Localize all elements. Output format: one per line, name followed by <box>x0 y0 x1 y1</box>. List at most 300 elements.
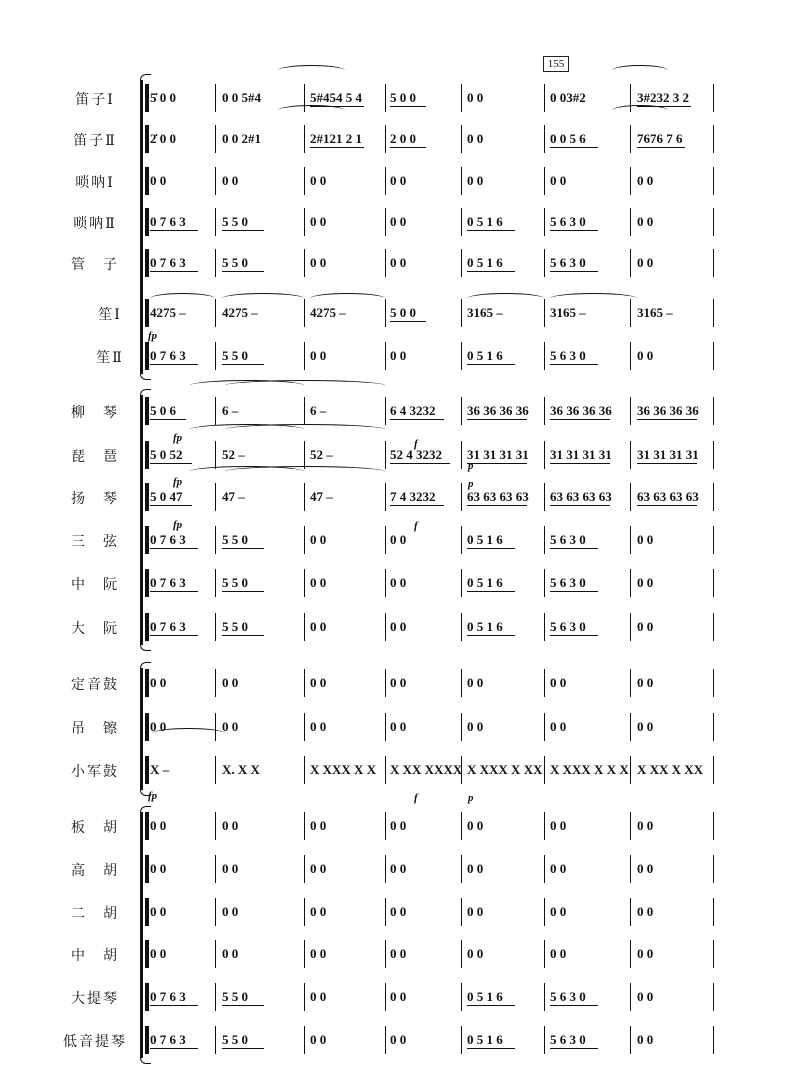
measure: 0 7 6 3 <box>150 255 186 270</box>
measure: 0 0 <box>310 575 327 590</box>
dynamic-mark: fp <box>173 476 183 488</box>
barline <box>630 208 631 236</box>
measure: 52 – <box>310 447 333 462</box>
instrument-label: 笙Ⅱ <box>96 351 124 366</box>
measure: 36 36 36 36 <box>637 403 699 418</box>
beam-underline <box>150 364 198 365</box>
beam-underline <box>222 548 264 549</box>
measure: 0 0 <box>150 904 167 919</box>
barline <box>385 483 386 511</box>
barline <box>630 812 631 840</box>
barline <box>630 526 631 554</box>
barline <box>215 1026 216 1054</box>
measure: 0 0 <box>637 1032 654 1047</box>
measure: 0 0 <box>310 818 327 833</box>
measure: 0 0 <box>310 946 327 961</box>
instrument-label: 笛子Ⅰ <box>75 93 115 108</box>
measure: 5 0 47 <box>150 489 183 504</box>
barline <box>215 855 216 883</box>
measure: 0 7 6 3 <box>150 575 186 590</box>
measure: 5 0 0 <box>390 90 416 105</box>
barline <box>544 812 545 840</box>
measure: 0 0 <box>550 675 567 690</box>
beam-underline <box>550 591 598 592</box>
barline <box>713 84 714 112</box>
slur <box>612 65 668 76</box>
measure: 0 0 <box>637 861 654 876</box>
measure: 4275 – <box>222 305 258 320</box>
barline <box>304 441 305 469</box>
barline <box>304 569 305 597</box>
measure: 0 0 <box>150 173 167 188</box>
barline <box>304 756 305 784</box>
dynamic-mark: p <box>468 460 474 472</box>
measure: 0 7 6 3 <box>150 989 186 1004</box>
beam-underline <box>150 1048 198 1049</box>
measure: 5 5 0 <box>222 1032 248 1047</box>
barline <box>304 125 305 153</box>
barline <box>544 855 545 883</box>
barline <box>215 167 216 195</box>
barline <box>145 1026 149 1054</box>
barline <box>630 756 631 784</box>
barline <box>461 898 462 926</box>
barline <box>304 483 305 511</box>
measure: 0 0 <box>467 904 484 919</box>
barline <box>215 526 216 554</box>
barline <box>145 940 149 968</box>
barline <box>385 812 386 840</box>
barline <box>461 397 462 425</box>
barline <box>145 125 149 153</box>
instrument-label: 扬 琴 <box>71 492 119 507</box>
barline <box>385 249 386 277</box>
measure: 0 0 <box>467 90 484 105</box>
instrument-label: 高 胡 <box>71 864 119 879</box>
measure: 0 0 <box>310 532 327 547</box>
barline <box>461 84 462 112</box>
measure: 0 0 <box>150 818 167 833</box>
barline <box>304 613 305 641</box>
measure: 5 0 52 <box>150 447 183 462</box>
measure: 0 0 <box>222 904 239 919</box>
barline <box>544 898 545 926</box>
barline <box>544 713 545 741</box>
barline <box>461 342 462 370</box>
measure: 0 0 <box>550 173 567 188</box>
measure: 0 0 <box>390 675 407 690</box>
instrument-label: 琵 琶 <box>71 450 119 465</box>
barline <box>461 249 462 277</box>
measure: 0 0 <box>637 173 654 188</box>
measure: 0 5 1 6 <box>467 214 503 229</box>
measure: 0 5 1 6 <box>467 255 503 270</box>
beam-underline <box>467 230 515 231</box>
barline <box>544 526 545 554</box>
measure: 0 0 <box>467 946 484 961</box>
barline <box>461 812 462 840</box>
barline <box>215 397 216 425</box>
beam-underline <box>310 147 364 148</box>
measure: 0 0 <box>390 619 407 634</box>
barline <box>145 526 149 554</box>
beam-underline <box>222 591 264 592</box>
measure: 31 31 31 31 <box>637 447 699 462</box>
group-bracket <box>140 668 143 790</box>
measure: 52 – <box>222 447 245 462</box>
measure: 0 5 1 6 <box>467 619 503 634</box>
measure: 5#454 5 4 <box>310 90 362 105</box>
measure: 5 6 3 0 <box>550 575 586 590</box>
beam-underline <box>467 1048 515 1049</box>
barline <box>385 713 386 741</box>
measure: 0 0 5#4 <box>222 90 261 105</box>
measure: 0 5 1 6 <box>467 575 503 590</box>
measure: 6 – <box>222 403 239 418</box>
barline <box>461 483 462 511</box>
measure: 0 0 <box>550 861 567 876</box>
barline <box>461 713 462 741</box>
barline <box>713 441 714 469</box>
measure: 0 0 <box>390 989 407 1004</box>
barline <box>145 855 149 883</box>
measure: 5 6 3 0 <box>550 348 586 363</box>
measure: 0 0 <box>310 675 327 690</box>
barline <box>304 940 305 968</box>
dynamic-mark: f <box>414 520 418 532</box>
measure: 63 63 63 63 <box>550 489 612 504</box>
barline <box>145 669 149 697</box>
beam-underline <box>150 635 198 636</box>
dynamic-mark: fp <box>173 519 183 531</box>
barline <box>385 940 386 968</box>
barline <box>713 1026 714 1054</box>
beam-underline <box>467 505 527 506</box>
dynamic-mark: fp <box>173 432 183 444</box>
measure: 0 0 <box>467 131 484 146</box>
measure: 3#232 3 2 <box>637 90 689 105</box>
barline <box>544 669 545 697</box>
measure: 5 5 0 <box>222 989 248 1004</box>
barline <box>215 342 216 370</box>
measure: 2̇ 0 0 <box>150 131 176 146</box>
barline <box>544 441 545 469</box>
barline <box>304 669 305 697</box>
barline <box>385 756 386 784</box>
beam-underline <box>467 548 515 549</box>
barline <box>145 898 149 926</box>
slur <box>222 293 304 304</box>
barline <box>630 397 631 425</box>
beam-underline <box>222 230 264 231</box>
barline <box>304 983 305 1011</box>
barline <box>215 940 216 968</box>
barline <box>713 898 714 926</box>
barline <box>145 569 149 597</box>
barline <box>630 669 631 697</box>
measure: 0 0 <box>550 818 567 833</box>
beam-underline <box>467 635 515 636</box>
barline <box>304 167 305 195</box>
measure: X XXX X X <box>310 762 377 777</box>
measure: 0 0 <box>550 719 567 734</box>
measure: 0 0 <box>222 719 239 734</box>
barline <box>461 983 462 1011</box>
beam-underline <box>150 548 198 549</box>
beam-underline <box>150 419 186 420</box>
measure: X XX XXXX <box>390 762 463 777</box>
measure: 3165 – <box>550 305 586 320</box>
barline <box>713 526 714 554</box>
measure: 0 0 <box>390 719 407 734</box>
measure: 0 5 1 6 <box>467 989 503 1004</box>
instrument-label: 管 子 <box>71 258 119 273</box>
beam-underline <box>222 635 264 636</box>
barline <box>630 125 631 153</box>
barline <box>145 613 149 641</box>
barline <box>215 84 216 112</box>
barline <box>544 983 545 1011</box>
barline <box>544 397 545 425</box>
slur <box>278 105 345 116</box>
instrument-label: 唢呐Ⅱ <box>73 217 117 232</box>
measure: 2 0 0 <box>390 131 416 146</box>
measure: 0 0 <box>310 619 327 634</box>
measure: 0 0 <box>637 532 654 547</box>
barline <box>630 1026 631 1054</box>
measure: 0 0 <box>310 214 327 229</box>
barline <box>713 812 714 840</box>
barline <box>713 167 714 195</box>
barline <box>385 397 386 425</box>
measure: 0 0 <box>150 675 167 690</box>
barline <box>215 125 216 153</box>
measure: 6 4 3232 <box>390 403 436 418</box>
barline <box>385 208 386 236</box>
barline <box>630 569 631 597</box>
barline <box>145 342 149 370</box>
measure: 0 0 <box>390 532 407 547</box>
barline <box>544 208 545 236</box>
barline <box>145 756 149 784</box>
measure: 0 0 <box>390 214 407 229</box>
measure: 5 5 0 <box>222 348 248 363</box>
barline <box>544 125 545 153</box>
barline <box>544 342 545 370</box>
slur <box>225 466 385 477</box>
slur <box>225 424 385 435</box>
barline <box>630 483 631 511</box>
barline <box>630 855 631 883</box>
page-number: 155 <box>543 56 569 72</box>
barline <box>304 1026 305 1054</box>
instrument-label: 笛子Ⅱ <box>73 134 117 149</box>
measure: 0 0 <box>310 348 327 363</box>
measure: 0 0 <box>310 173 327 188</box>
barline <box>713 125 714 153</box>
barline <box>461 526 462 554</box>
barline <box>713 613 714 641</box>
measure: X XXX X XX <box>467 762 543 777</box>
measure: 5̇ 0 0 <box>150 90 176 105</box>
measure: 0 03#2 <box>550 90 586 105</box>
barline <box>630 441 631 469</box>
dynamic-mark: fp <box>148 790 158 802</box>
measure: 0 0 <box>637 719 654 734</box>
measure: 0 0 <box>222 675 239 690</box>
dynamic-mark: p <box>468 478 474 490</box>
measure: 0 0 <box>637 348 654 363</box>
measure: 5 0 0 <box>390 305 416 320</box>
barline <box>385 983 386 1011</box>
instrument-label: 柳 琴 <box>71 406 119 421</box>
slur <box>152 728 225 739</box>
beam-underline <box>550 1005 598 1006</box>
measure: 0 0 <box>550 904 567 919</box>
beam-underline <box>390 106 426 107</box>
measure: 0 0 <box>390 818 407 833</box>
barline <box>145 483 149 511</box>
barline <box>461 569 462 597</box>
barline <box>713 569 714 597</box>
measure: 31 31 31 31 <box>550 447 612 462</box>
measure: 0 0 <box>467 861 484 876</box>
beam-underline <box>637 147 685 148</box>
measure: 0 7 6 3 <box>150 214 186 229</box>
measure: 0 0 <box>637 255 654 270</box>
barline <box>385 613 386 641</box>
measure: 0 0 <box>637 214 654 229</box>
barline <box>145 812 149 840</box>
beam-underline <box>467 419 527 420</box>
barline <box>385 342 386 370</box>
barline <box>215 613 216 641</box>
barline <box>630 983 631 1011</box>
barline <box>145 441 149 469</box>
measure: 0 7 6 3 <box>150 532 186 547</box>
beam-underline <box>550 271 598 272</box>
measure: 0 0 <box>390 861 407 876</box>
barline <box>461 669 462 697</box>
measure: 0 0 <box>222 861 239 876</box>
measure: 0 0 <box>310 989 327 1004</box>
measure: 0 0 <box>222 818 239 833</box>
measure: 63 63 63 63 <box>637 489 699 504</box>
measure: X – <box>150 762 170 777</box>
measure: 5 5 0 <box>222 532 248 547</box>
barline <box>304 208 305 236</box>
barline <box>544 249 545 277</box>
measure: 0 0 <box>390 904 407 919</box>
barline <box>304 342 305 370</box>
barline <box>385 125 386 153</box>
measure: 5 6 3 0 <box>550 1032 586 1047</box>
barline <box>630 940 631 968</box>
beam-underline <box>550 230 598 231</box>
barline <box>713 208 714 236</box>
beam-underline <box>550 548 598 549</box>
beam-underline <box>467 364 515 365</box>
instrument-label: 二 胡 <box>71 907 119 922</box>
measure: 0 0 <box>150 719 167 734</box>
instrument-label: 中 胡 <box>71 949 119 964</box>
barline <box>215 441 216 469</box>
barline <box>713 342 714 370</box>
measure: 0 0 <box>637 946 654 961</box>
measure: 5 6 3 0 <box>550 214 586 229</box>
barline <box>385 1026 386 1054</box>
beam-underline <box>150 505 192 506</box>
measure: 0 0 <box>467 173 484 188</box>
barline <box>145 249 149 277</box>
group-bracket <box>140 395 143 645</box>
instrument-label: 吊 镲 <box>71 722 119 737</box>
measure: 36 36 36 36 <box>467 403 529 418</box>
barline <box>304 299 305 327</box>
instrument-label: 小军鼓 <box>71 765 119 780</box>
barline <box>630 898 631 926</box>
instrument-label: 唢呐Ⅰ <box>75 176 115 191</box>
measure: 0 0 <box>390 946 407 961</box>
beam-underline <box>150 271 198 272</box>
beam-underline <box>550 364 598 365</box>
beam-underline <box>637 505 697 506</box>
barline <box>544 756 545 784</box>
barline <box>713 940 714 968</box>
beam-underline <box>150 1005 198 1006</box>
measure: 0 0 2#1 <box>222 131 261 146</box>
barline <box>630 249 631 277</box>
barline <box>145 299 149 327</box>
barline <box>385 299 386 327</box>
barline <box>304 713 305 741</box>
instrument-label: 大 阮 <box>71 622 119 637</box>
barline <box>145 397 149 425</box>
barline <box>385 855 386 883</box>
barline <box>461 299 462 327</box>
measure: 0 0 <box>467 818 484 833</box>
beam-underline <box>550 505 610 506</box>
barline <box>544 299 545 327</box>
measure: 0 0 <box>467 675 484 690</box>
beam-underline <box>222 1005 264 1006</box>
measure: 5 5 0 <box>222 214 248 229</box>
barline <box>461 1026 462 1054</box>
beam-underline <box>222 1048 264 1049</box>
barline <box>713 713 714 741</box>
beam-underline <box>150 230 198 231</box>
measure: 0 0 <box>390 575 407 590</box>
barline <box>544 167 545 195</box>
barline <box>385 569 386 597</box>
measure: 5 5 0 <box>222 575 248 590</box>
slur <box>278 65 345 76</box>
barline <box>630 713 631 741</box>
barline <box>215 756 216 784</box>
measure: 0 0 <box>390 255 407 270</box>
barline <box>544 84 545 112</box>
instrument-label: 定音鼓 <box>71 678 119 693</box>
measure: 0 7 6 3 <box>150 619 186 634</box>
beam-underline <box>550 463 610 464</box>
measure: 31 31 31 31 <box>467 447 529 462</box>
measure: 5 5 0 <box>222 255 248 270</box>
measure: 5 6 3 0 <box>550 255 586 270</box>
barline <box>713 249 714 277</box>
barline <box>544 483 545 511</box>
barline <box>145 983 149 1011</box>
barline <box>304 855 305 883</box>
